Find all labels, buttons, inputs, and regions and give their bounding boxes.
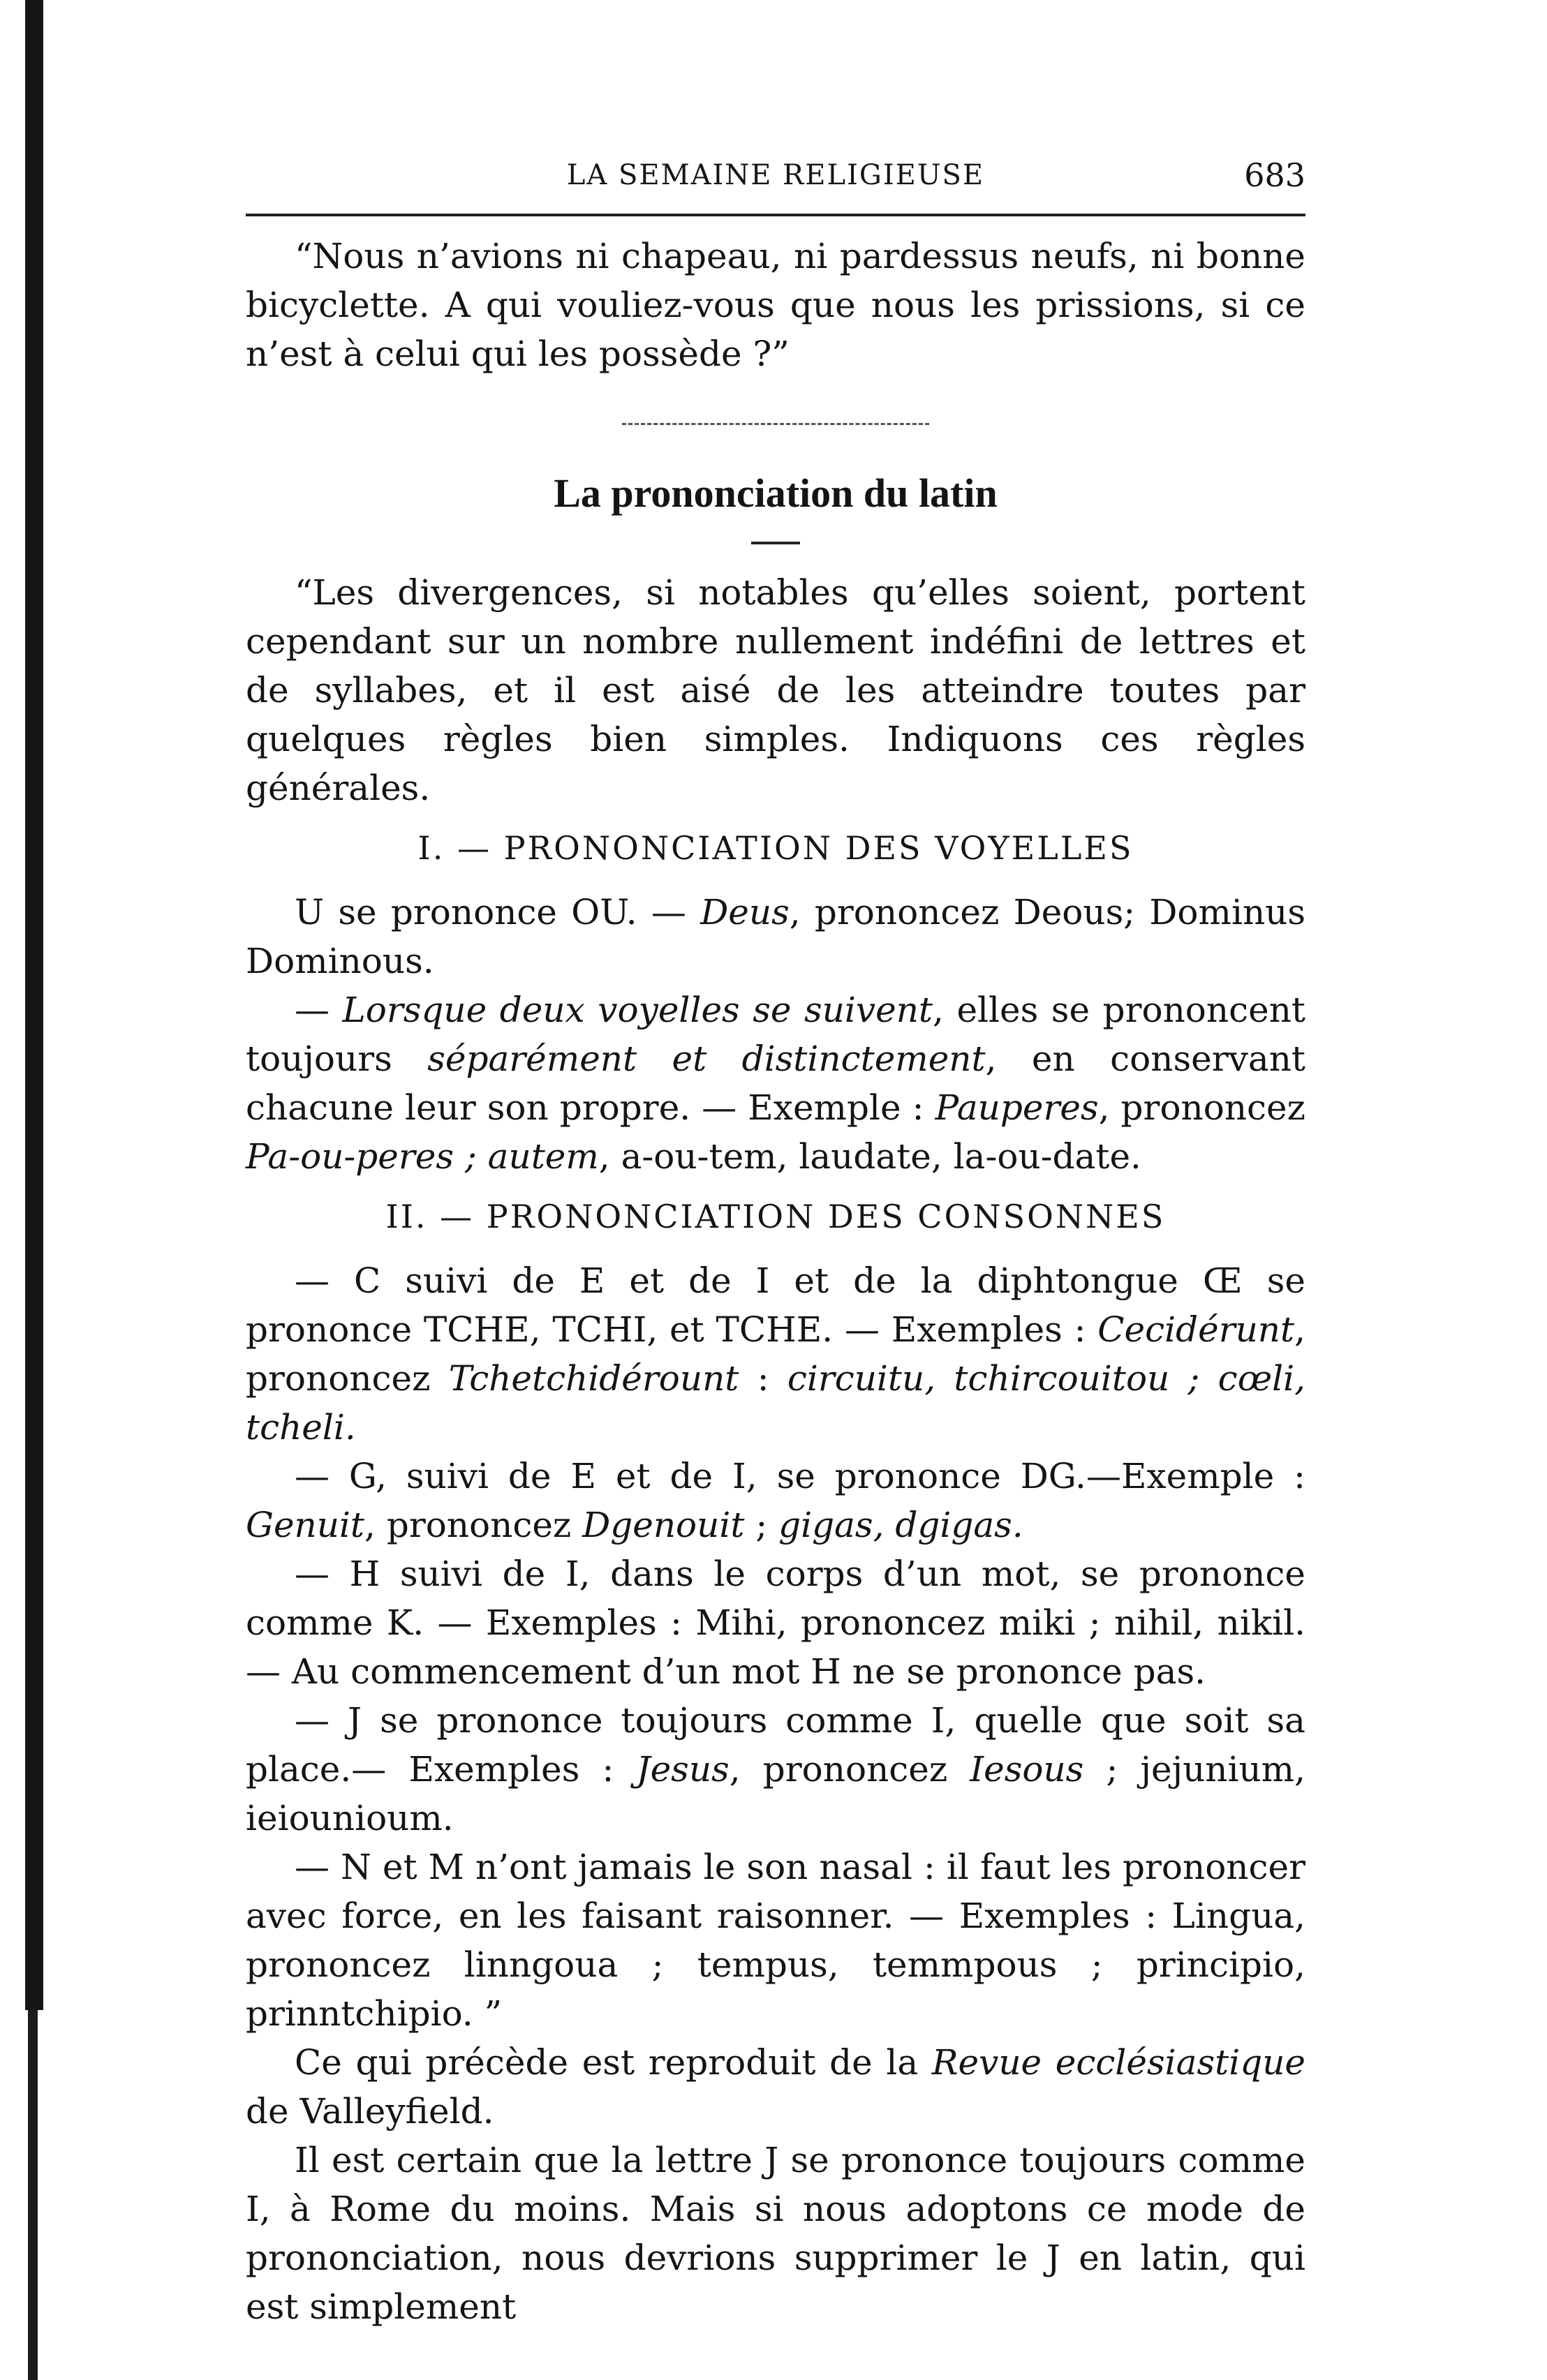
text-run: , prononcez [364,1505,583,1545]
section-separator [622,423,929,425]
text-run: , elles se prononcent toujours [246,990,1305,1079]
text-run: ; [744,1505,779,1545]
text-run: , a-ou-tem, laudate, la-ou-date. [598,1136,1141,1177]
text-run: , en conservant chacune leur son propre. — Exemple : [246,1039,1305,1128]
running-title: LA SEMAINE RELIGIEUSE [566,159,985,191]
text-run: — J se prononce toujours comme I, quelle que soit sa place.— Exemples : [246,1700,1305,1790]
article-title: La prononciation du latin [554,470,998,516]
italic-run: gigas, dgigas. [778,1505,1023,1545]
italic-run: Jesus [636,1749,730,1790]
italic-run: Dgenouit [582,1505,745,1545]
section2-heading: II. — PRONONCIATION DES CONSONNES [385,1198,1166,1235]
text-run: , prononcez [1098,1087,1305,1128]
title-dash [751,542,800,544]
section1-paragraph-2 [246,986,1305,1181]
text-run: — G, suivi de E et de I, se prononce DG.—Exemple : [295,1456,1305,1496]
running-header [246,147,1305,209]
italic-run: Pauperes [935,1087,1099,1128]
italic-run: Deus [700,892,790,932]
text-run: U se prononce OU. — [295,892,701,932]
page [246,147,1305,2331]
text-run: , prononcez [729,1749,970,1790]
section2-paragraph-h: — H suivi de I, dans le corps d’un mot, se prononce comme K. — Exemples : Mihi, prononcez miki ; nihil, nikil. — Au commencement d’un mot H ne se prononce pas. [246,1554,1305,1692]
italic-run: Revue ecclésiastique [931,2042,1305,2083]
italic-run: circuitu, tchircouitou ; cœli, tcheli. [246,1358,1306,1448]
section2-paragraph-j [246,1696,1305,1843]
text-run: , prononcez [789,892,1014,932]
italic-run: Tchetchidérount [448,1358,739,1399]
text-run: — [295,990,343,1030]
text-run: ; jejunium, ieiounioum. [246,1749,1305,1838]
section2-paragraph-c [246,1256,1305,1452]
text-run: , prononcez [246,1309,1305,1399]
text-run: : [739,1358,787,1399]
text-run: Ce qui précède est reproduit de la [295,2042,932,2083]
lead-paragraph: “Les divergences, si notables qu’elles soient, portent cependant sur un nombre nullement indéfini de lettres et de syllabes, et il est aisé de les atteindre toutes par quelques règles bien simples. Indiquons ces règles générales. [246,572,1305,808]
italic-run: Genuit [246,1505,365,1545]
section1-paragraph-1 [246,888,1305,986]
italic-run: Iesous [970,1749,1084,1790]
italic-run: Pa-ou-peres ; autem [246,1136,599,1177]
source-paragraph [246,2038,1305,2136]
book-spine-edge-lower [28,2010,38,2380]
text-run: Deous [1013,892,1124,932]
section2-paragraph-g [246,1452,1305,1549]
closing-paragraph: Il est certain que la lettre J se prononce toujours comme I, à Rome du moins. Mais si nous adoptons ce mode de prononciation, nous devrions supprimer le J en latin, qui est simplement [246,2140,1305,2327]
italic-run: Lorsque deux voyelles se suivent [342,990,933,1030]
text-run: — C suivi de E et de I et de la diphtongue Œ se prononce TCHE, TCHI, et TCHE. — Exemples : [246,1260,1305,1350]
page-number: 683 [1244,156,1305,194]
section2-paragraph-n-m: — N et M n’ont jamais le son nasal : il faut les prononcer avec force, en les faisant raisonner. — Exemples : Lingua, prononcez linngoua ; tempus, temmpous ; principio, prinntchipio. ” [246,1847,1305,2034]
italic-run: Cecidérunt [1097,1309,1295,1350]
intro-quote: “Nous n’avions ni chapeau, ni pardessus neufs, ni bonne bicyclette. A qui vouliez-vous que nous les prissions, si ce n’est à celui qui les possède ?” [246,236,1305,374]
text-run: ; Dominus Dominous. [246,892,1306,981]
header-rule [246,214,1305,216]
italic-run: séparément et distinctement [427,1039,986,1079]
section1-heading: I. — PRONONCIATION DES VOYELLES [417,829,1134,867]
book-spine-edge [25,0,43,2010]
text-run: de Valleyfield. [246,2091,494,2132]
